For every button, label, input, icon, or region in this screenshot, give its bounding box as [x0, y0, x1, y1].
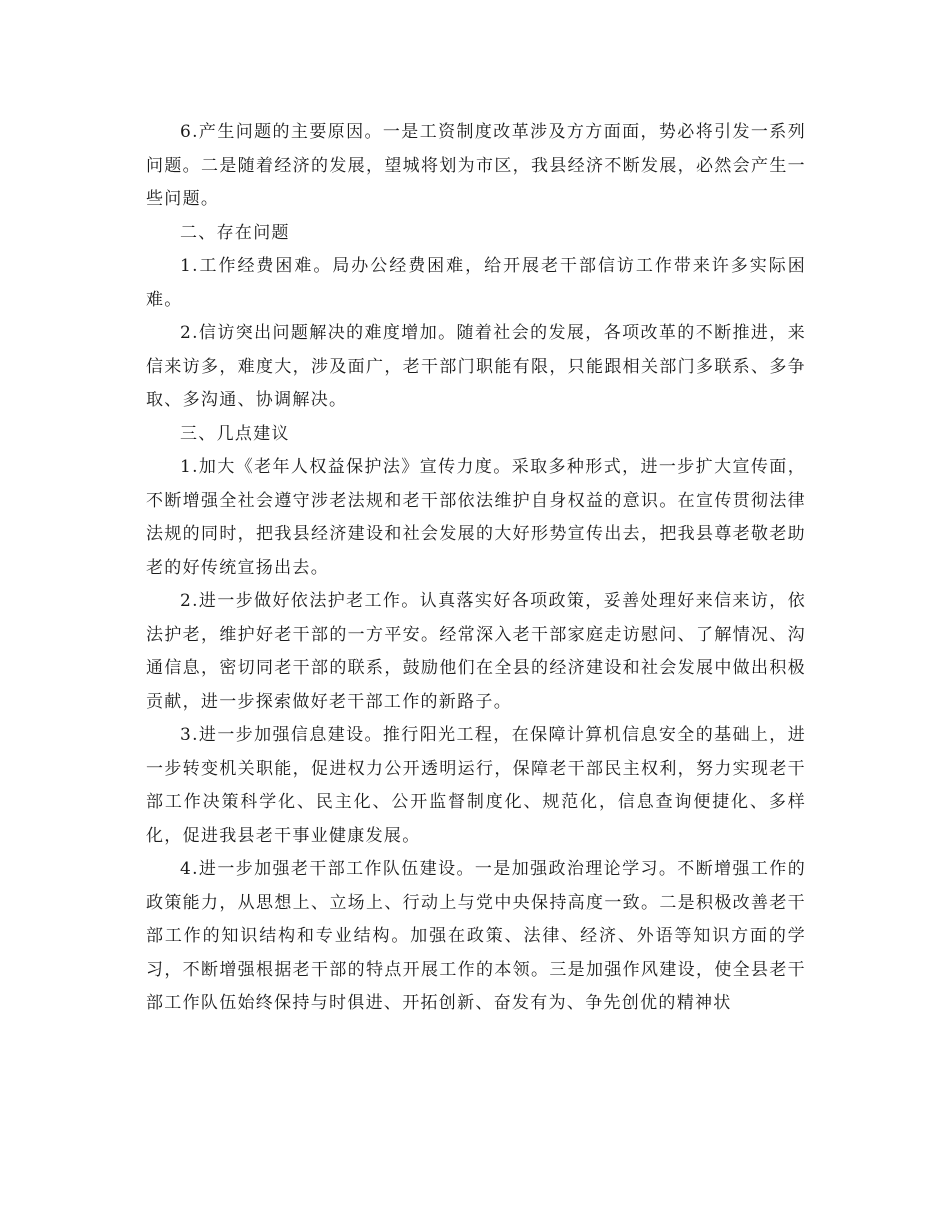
paragraph-suggestion-2: 2.进一步做好依法护老工作。认真落实好各项政策，妥善处理好来信来访，依法护老，维护好老干部的一方平安。经常深入老干部家庭走访慰问、了解情况、沟通信息，密切同老干部的联系，鼓励他们在全县的经济建设和社会发展中做出积极贡献，进一步探索做好老干部工作的新路子。: [146, 591, 806, 712]
paragraph-causes: 6.产生问题的主要原因。一是工资制度改革涉及方方面面，势必将引发一系列问题。二是随着经济的发展，望城将划为市区，我县经济不断发展，必然会产生一些问题。: [146, 122, 806, 209]
paragraph-suggestion-4: 4.进一步加强老干部工作队伍建设。一是加强政治理论学习。不断增强工作的政策能力，从思想上、立场上、行动上与党中央保持高度一致。二是积极改善老干部工作的知识结构和专业结构。加强在政策、法律、经济、外语等知识方面的学习，不断增强根据老干部的特点开展工作的本领。三是加强作风建设，使全县老干部工作队伍始终保持与时俱进、开拓创新、奋发有为、争先创优的精神状: [146, 859, 806, 1013]
document-body: [146, 116, 806, 1021]
paragraph-problem-2: 2.信访突出问题解决的难度增加。随着社会的发展，各项改革的不断推进，来信来访多，难度大，涉及面广，老干部门职能有限，只能跟相关部门多联系、多争取、多沟通、协调解决。: [146, 323, 806, 410]
section-heading-suggestions: 三、几点建议: [180, 423, 290, 444]
paragraph-problem-1: 1.工作经费困难。局办公经费困难，给开展老干部信访工作带来许多实际困难。: [146, 256, 806, 310]
section-heading-problems: 二、存在问题: [180, 222, 290, 243]
paragraph-suggestion-3: 3.进一步加强信息建设。推行阳光工程，在保障计算机信息安全的基础上，进一步转变机关职能，促进权力公开透明运行，保障老干部民主权利，努力实现老干部工作决策科学化、民主化、公开监督制度化、规范化，信息查询便捷化、多样化，促进我县老干事业健康发展。: [146, 725, 806, 846]
paragraph-suggestion-1: 1.加大《老年人权益保护法》宣传力度。采取多种形式，进一步扩大宣传面，不断增强全社会遵守涉老法规和老干部依法维护自身权益的意识。在宣传贯彻法律法规的同时，把我县经济建设和社会发展的大好形势宣传出去，把我县尊老敬老助老的好传统宣扬出去。: [146, 457, 806, 578]
